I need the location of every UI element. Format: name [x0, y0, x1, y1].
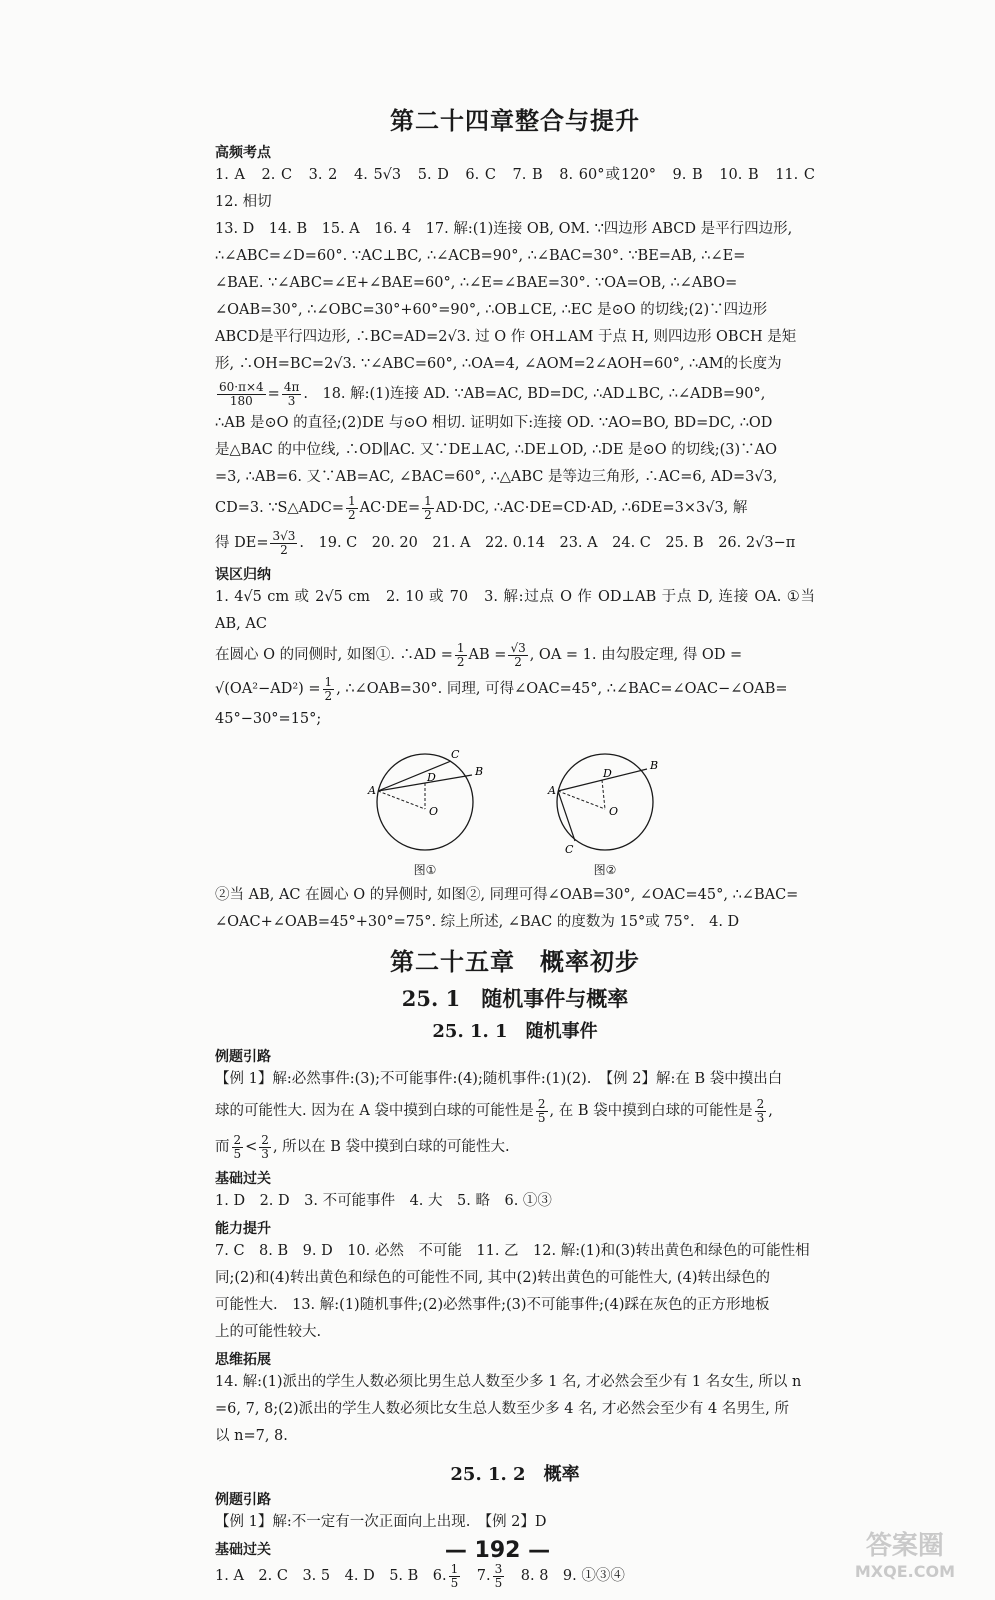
figure-2 [535, 747, 675, 878]
answer-page [215, 95, 830, 1593]
svg-text:B: B [650, 759, 659, 772]
figure-1-caption: 图① [413, 863, 437, 877]
section-siwei: 思维拓展 [215, 1352, 271, 1368]
gp-line: 13. D 14. B 15. A 16. 4 17. 解:(1)连接 OB, OM. ∵四边形 ABCD 是平行四边形, [215, 221, 793, 237]
sw-line: 以 n=7, 8. [215, 1428, 288, 1444]
chapter-25-title: 第二十五章 概率初步 [390, 947, 640, 976]
wq-line-frac: √(OA²−AD²) = $\frac{1}{2}$ , ∴∠OAB=30°. 同理, 可得∠OAC=45°, ∴∠BAC=∠OAC−∠OAB= [215, 674, 788, 703]
fraction: $\frac{1}{5}$ [450, 1561, 459, 1590]
gp-line-frac: CD=3. ∵S△ADC= $\frac{1}{2}$ AC·DE= $\frac{1}{2}$ AD·DC, ∴AC·DE=CD·AD, ∴6DE=3×3√3, 解 [215, 493, 748, 522]
section-gaopin: 高频考点 [215, 145, 271, 161]
fraction: $\frac{1}{2}$ [456, 640, 465, 669]
section-liti-2: 例题引路 [215, 1492, 271, 1508]
circle-diagram-2 [535, 747, 675, 857]
svg-text:O: O [609, 805, 619, 818]
section-25-1-2-title: 25. 1. 2 概率 [450, 1464, 580, 1485]
gp-line: ∴∠ABC=∠D=60°. ∵AC⊥BC, ∴∠ACB=90°, ∴∠BAC=30°. ∵BE=AB, ∴∠E= [215, 248, 746, 264]
section-wuqu: 误区归纳 [215, 567, 271, 583]
svg-text:O: O [429, 805, 439, 818]
section-jichu-2: 基础过关 [215, 1542, 271, 1558]
figure-1 [355, 747, 495, 878]
nl-line: 上的可能性较大. [215, 1324, 322, 1340]
section-25-1-1-title: 25. 1. 1 随机事件 [432, 1021, 598, 1042]
nl-line: 可能性大. 13. 解:(1)随机事件;(2)必然事件;(3)不可能事件;(4)踩在灰色的正方形地板 [215, 1297, 770, 1313]
nl-line: 7. C 8. B 9. D 10. 必然 不可能 11. 乙 12. 解:(1)和(3)转出黄色和绿色的可能性相 [215, 1243, 810, 1259]
gp-line-frac: 得 DE= $\frac{3√3}{2}$ . 19. C 20. 20 21. A 22. 0.14 23. A 24. C 25. B 26. 2√3−π [215, 528, 796, 557]
fraction: $\frac{2}{5}$ [537, 1096, 546, 1125]
fraction: $\frac{1}{2}$ [324, 674, 333, 703]
svg-text:A: A [548, 784, 556, 797]
fraction: $\frac{2}{3}$ [261, 1132, 269, 1161]
lt-line: 【例 1】解:必然事件:(3);不可能事件:(4);随机事件:(1)(2). 【例 2】解:在 B 袋中摸出白 [215, 1071, 783, 1087]
section-nengli: 能力提升 [215, 1221, 271, 1237]
fraction: $\frac{3}{5}$ [494, 1561, 503, 1590]
svg-text:D: D [427, 771, 436, 784]
circle-figures [215, 747, 815, 878]
fraction: $\frac{4\pi}{3}$ [283, 379, 300, 408]
section-liti-1: 例题引路 [215, 1049, 271, 1065]
lt-line-frac: 而 $\frac{2}{5}$ < $\frac{2}{3}$ , 所以在 B 袋中摸到白球的可能性大. [215, 1132, 510, 1161]
fraction: $\frac{√3}{2}$ [510, 640, 526, 669]
svg-text:A: A [368, 784, 376, 797]
chapter-24-title: 第二十四章整合与提升 [390, 106, 640, 135]
fraction: $\frac{3√3}{2}$ [272, 528, 296, 557]
fraction: $\frac{1}{2}$ [424, 493, 432, 522]
gp-line: ABCD是平行四边形, ∴BC=AD=2√3. 过 O 作 OH⊥AM 于点 H, 则四边形 OBCH 是矩 [215, 329, 797, 345]
gp-line: 形, ∴OH=BC=2√3. ∵∠ABC=60°, ∴OA=4, ∠AOM=2∠AOH=60°, ∴AM的长度为 [215, 356, 782, 372]
gp-line: ∠OAB=30°, ∴∠OBC=30°+60°=90°, ∴OB⊥CE, ∴EC 是⊙O 的切线;(2)∵四边形 [215, 302, 768, 318]
section-jichu-1: 基础过关 [215, 1171, 271, 1187]
fraction: $\frac{2}{5}$ [233, 1132, 242, 1161]
jc-line-frac: 1. A 2. C 3. 5 4. D 5. B 6. $\frac{1}{5}$ 7. $\frac{3}{5}$ 8. 8 9. ①③④ [215, 1561, 625, 1590]
nl-line: 同;(2)和(4)转出黄色和绿色的可能性不同, 其中(2)转出黄色的可能性大, (4)转出绿色的 [215, 1270, 770, 1286]
page-number: — 192 — [444, 1538, 551, 1563]
wq-line: ②当 AB, AC 在圆心 O 的异侧时, 如图②, 同理可得∠OAB=30°, ∠OAC=45°, ∴∠BAC= [215, 887, 799, 903]
wq-line-frac: 在圆心 O 的同侧时, 如图①. ∴AD = $\frac{1}{2}$ AB = $\frac{√3}{2}$ , OA = 1. 由勾股定理, 得 OD = [215, 640, 743, 669]
lt-line-frac: 球的可能性大. 因为在 A 袋中摸到白球的可能性是 $\frac{2}{5}$ , 在 B 袋中摸到白球的可能性是 $\frac{2}{3}$ , [215, 1096, 773, 1125]
gp-line: 是△BAC 的中位线, ∴OD∥AC. 又∵DE⊥AC, ∴DE⊥OD, ∴DE 是⊙O 的切线;(3)∵AO [215, 442, 778, 458]
gp-line-frac: $\frac{60\cdot\pi\times 4}{180}$ = $\frac{4\pi}{3}$ . 18. 解:(1)连接 AD. ∵AB=AC, BD=DC, ∴AD⊥BC, ∴∠ADB=90°, [219, 379, 766, 408]
fraction: $\frac{60\cdot\pi\times 4}{180}$ [219, 379, 264, 408]
jc-line: 1. D 2. D 3. 不可能事件 4. 大 5. 略 6. ①③ [215, 1193, 552, 1209]
watermark-logo: 答案圈 MXQE.COM [854, 1531, 955, 1581]
sw-line: 14. 解:(1)派出的学生人数必须比男生总人数至少多 1 名, 才必然会至少有 1 名女生, 所以 n [215, 1374, 802, 1390]
wq-line: 1. 4√5 cm 或 2√5 cm 2. 10 或 70 3. 解:过点 O 作 OD⊥AB 于点 D, 连接 OA. ①当 AB, AC [215, 589, 815, 632]
fraction: $\frac{1}{2}$ [347, 493, 356, 522]
svg-text:C: C [451, 748, 460, 761]
wq-line: 45°−30°=15°; [215, 711, 322, 727]
svg-text:D: D [603, 767, 612, 780]
fraction: $\frac{2}{3}$ [756, 1096, 765, 1125]
svg-text:C: C [565, 843, 574, 856]
gp-line: =3, ∴AB=6. 又∵AB=AC, ∠BAC=60°, ∴△ABC 是等边三角形, ∴AC=6, AD=3√3, [215, 469, 778, 485]
lt-line: 【例 1】解:不一定有一次正面向上出现. 【例 2】D [215, 1514, 547, 1530]
figure-2-caption: 图② [593, 863, 617, 877]
gp-line: ∴AB 是⊙O 的直径;(2)DE 与⊙O 相切. 证明如下:连接 OD. ∵AO=BO, BD=DC, ∴OD [215, 415, 773, 431]
section-25-1-title: 25. 1 随机事件与概率 [401, 986, 629, 1011]
circle-diagram-1 [355, 747, 495, 857]
wq-line: ∠OAC+∠OAB=45°+30°=75°. 综上所述, ∠BAC 的度数为 15°或 75°. 4. D [215, 914, 740, 930]
sw-line: =6, 7, 8;(2)派出的学生人数必须比女生总人数至少多 4 名, 才必然会至少有 4 名男生, 所 [215, 1401, 790, 1417]
gp-line: 1. A 2. C 3. 2 4. 5√3 5. D 6. C 7. B 8. 60°或120° 9. B 10. B 11. C 12. 相切 [215, 167, 830, 210]
gp-line: ∠BAE. ∵∠ABC=∠E+∠BAE=60°, ∴∠E=∠BAE=30°. ∵OA=OB, ∴∠ABO= [215, 275, 738, 291]
svg-text:B: B [475, 765, 484, 778]
